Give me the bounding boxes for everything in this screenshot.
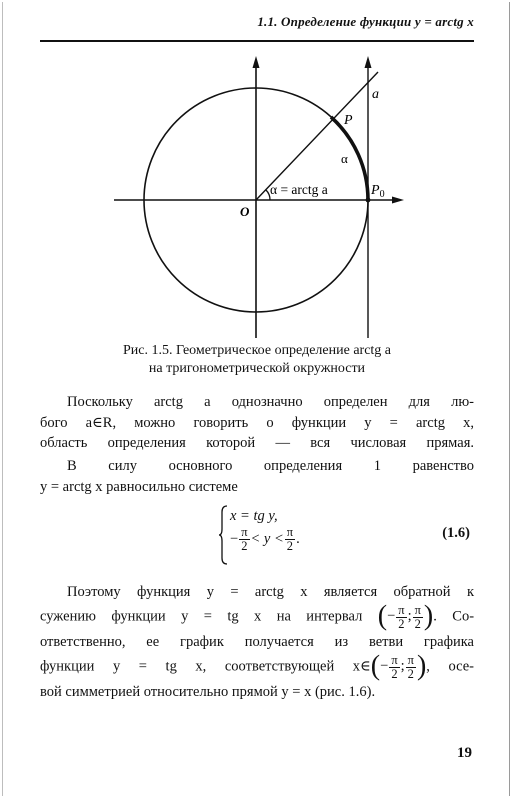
system-brace [218,504,228,566]
paragraph-2-line-1: В силу основного определения 1 равенство [67,458,474,474]
horizontal-axis-arrow [392,197,404,204]
tangent-line-arrow [365,56,372,68]
system-minus: − [230,530,239,547]
equation-number: (1.6) [442,525,470,541]
paragraph-1-line-2: бого a∈R, можно говорить о функции y = arctg x, [40,414,474,431]
label-alpha: α [341,151,348,166]
page-number: 19 [457,745,472,761]
system-frac-right: $\frac{\pi}{2}$ [286,525,294,553]
system-inequality: < y < [250,530,284,547]
paragraph-1-line-1: Поскольку arctg a однозначно определен для лю- [67,394,474,410]
arc-alpha [331,117,368,200]
running-title: 1.1. Определение функции y = arctg x [257,14,474,29]
label-origin: O [240,204,250,219]
vertical-axis-arrow [253,56,260,68]
paragraph-3-line-3: ответственно, ее график получается из ветви графика [40,634,474,650]
label-p0-subscript: 0 [379,189,385,200]
paragraph-3-line-4-text: функции y = tg x, соответствующей x∈ [40,658,371,675]
ray-op [256,72,378,200]
paragraph-3 [40,581,474,703]
caption-line-2: на тригонометрической окружности [148,361,366,376]
figure-unit-circle [100,46,430,342]
paragraph-3-line-2-tail: . Со- [433,608,475,625]
system-line-2 [230,526,300,553]
paragraph-3-line-4 [40,653,474,681]
label-a: a [372,87,379,102]
paragraph-1 [40,392,474,454]
label-angle: α = arctg a [270,182,328,197]
paragraph-3-line-1: Поэтому функция y = arctg x является обратной к [67,584,474,600]
system-line-1: x = tg y, [230,508,278,524]
label-p0 [370,183,385,200]
system-frac-left: $\frac{\pi}{2}$ [241,525,248,553]
paragraph-3-line-4-tail: , осе- [426,658,474,675]
paragraph-1-line-3: область определения которой — вся числовая прямая. [40,435,474,451]
label-p: P [344,113,353,128]
point-p0-dot [366,198,371,203]
label-p0-letter: P [371,183,380,198]
system-end: . [296,530,300,547]
header-rule [40,40,474,42]
caption-line-1: Рис. 1.5. Геометрическое определение arctg a [122,343,392,358]
paragraph-3-line-2 [40,603,474,631]
paragraph-2-line-2: y = arctg x равносильно системе [40,478,238,495]
paragraph-3-line-5: вой симметрией относительно прямой y = x (рис. 1.6). [40,684,376,700]
interval-2: (− $\frac{\pi}{2}$ ; $\frac{\pi}{2}$ ) [370,651,427,682]
paragraph-3-line-2-text: сужению функции y = tg x на интервал [40,608,363,625]
running-header [40,14,474,30]
paragraph-2 [40,456,474,497]
figure-caption [40,342,474,378]
equation-system [218,504,318,566]
interval-1: (− $\frac{\pi}{2}$ ; $\frac{\pi}{2}$ ) [377,601,434,632]
